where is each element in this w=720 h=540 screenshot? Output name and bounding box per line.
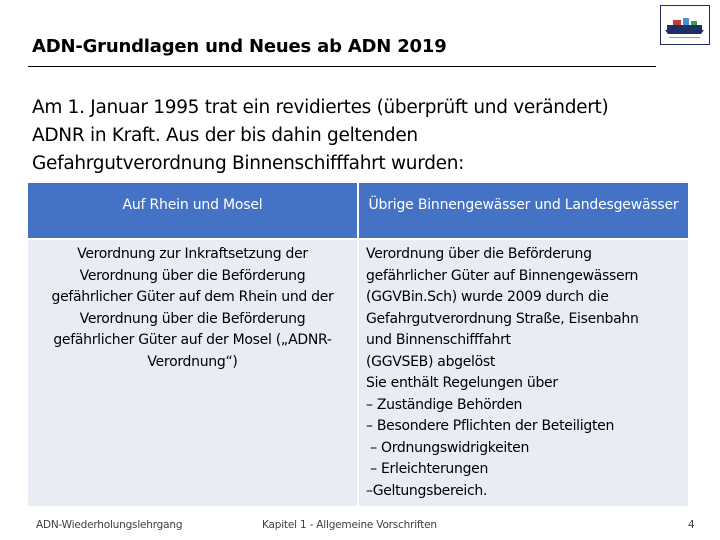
ship-logo-icon (660, 5, 710, 45)
cell-line: Verordnung zur Inkraftsetzung der (77, 246, 308, 262)
table-header-row (28, 183, 688, 238)
comparison-table (28, 183, 688, 506)
table-cell-rhein-mosel (28, 238, 358, 506)
cell-line: (GGVBin.Sch) wurde 2009 durch die (366, 289, 609, 305)
title-divider (28, 66, 656, 67)
cell-line: Verordnung über die Beförderung (79, 310, 306, 327)
cell-line: – Erleichterungen (366, 461, 489, 477)
cell-line: (GGVSEB) abgelöst (366, 353, 496, 370)
cell-line: gefährlicher Güter auf dem Rhein und der (51, 289, 334, 305)
cell-line: und Binnenschifffahrt (366, 332, 511, 348)
footer-course-name: ADN-Wiederholungslehrgang (36, 519, 183, 531)
cell-line: gefährlicher Güter auf Binnengewässern (366, 267, 639, 284)
cell-line: –Geltungsbereich. (366, 482, 488, 499)
intro-line: Am 1. Januar 1995 trat ein revidiertes (überprüft und verändert) (32, 97, 609, 118)
column-header-rhein-mosel: Auf Rhein und Mosel (28, 183, 358, 238)
footer-page-number: 4 (688, 519, 695, 531)
cell-line: – Zuständige Behörden (366, 396, 523, 413)
cell-line: gefährlicher Güter auf der Mosel („ADNR- (53, 332, 332, 348)
footer-chapter: Kapitel 1 - Allgemeine Vorschriften (262, 519, 437, 531)
intro-line: ADNR in Kraft. Aus der bis dahin geltenden (32, 125, 418, 146)
slide-title: ADN-Grundlagen und Neues ab ADN 2019 (32, 36, 447, 57)
cell-line: Gefahrgutverordnung Straße, Eisenbahn (366, 310, 639, 327)
column-header-other-waters: Übrige Binnengewässer und Landesgewässer (358, 183, 688, 238)
cell-line: Verordnung über die Beförderung (366, 246, 592, 262)
cell-line: – Besondere Pflichten der Beteiligten (366, 418, 615, 434)
cell-line: – Ordnungswidrigkeiten (366, 439, 530, 456)
intro-paragraph (32, 94, 702, 178)
table-cell-other-waters (358, 238, 688, 506)
intro-line: Gefahrgutverordnung Binnenschifffahrt wurden: (32, 153, 465, 174)
cell-line: Verordnung“) (147, 353, 238, 370)
table-row (28, 238, 688, 506)
cell-line: Sie enthält Regelungen über (366, 375, 558, 391)
cell-line: Verordnung über die Beförderung (79, 267, 306, 284)
